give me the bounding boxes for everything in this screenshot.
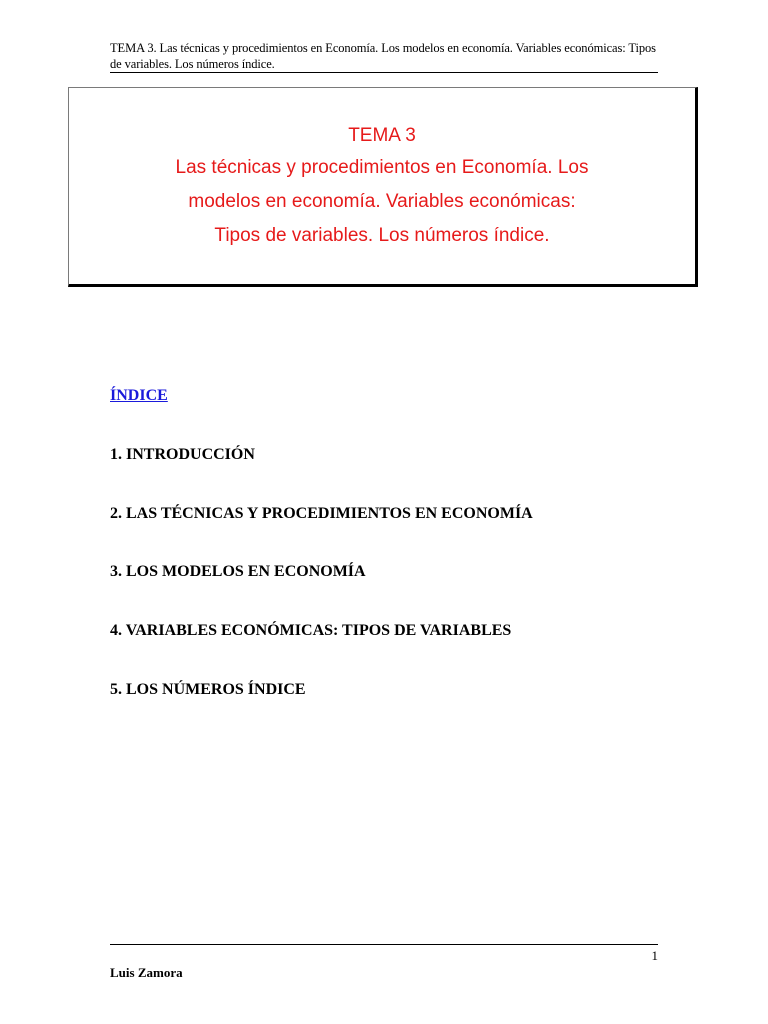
page-number: 1 xyxy=(651,948,658,963)
index-heading-link[interactable]: ÍNDICE xyxy=(110,387,168,404)
header-rule xyxy=(110,72,658,73)
title-box xyxy=(68,87,698,287)
toc-item-introduccion: 1. INTRODUCCIÓN xyxy=(110,446,255,463)
toc-item-tecnicas: 2. LAS TÉCNICAS Y PROCEDIMIENTOS EN ECONOMÍA xyxy=(110,505,533,522)
toc-item-variables: 4. VARIABLES ECONÓMICAS: TIPOS DE VARIABLES xyxy=(110,622,512,639)
author-name: Luis Zamora xyxy=(110,965,183,980)
footer-rule xyxy=(110,944,658,945)
chapter-title-line-3: Tipos de variables. Los números índice. xyxy=(214,225,550,246)
chapter-title-line-2: modelos en economía. Variables económicas: xyxy=(188,191,576,212)
chapter-title-line-1: Las técnicas y procedimientos en Economía. Los xyxy=(175,157,589,178)
toc-item-numeros-indice: 5. LOS NÚMEROS ÍNDICE xyxy=(110,681,306,698)
toc-item-modelos: 3. LOS MODELOS EN ECONOMÍA xyxy=(110,563,366,580)
chapter-number: TEMA 3 xyxy=(348,125,416,146)
running-header: TEMA 3. Las técnicas y procedimientos en Economía. Los modelos en economía. Variables económicas: Tipos de variables. Los números índice. xyxy=(110,41,656,71)
